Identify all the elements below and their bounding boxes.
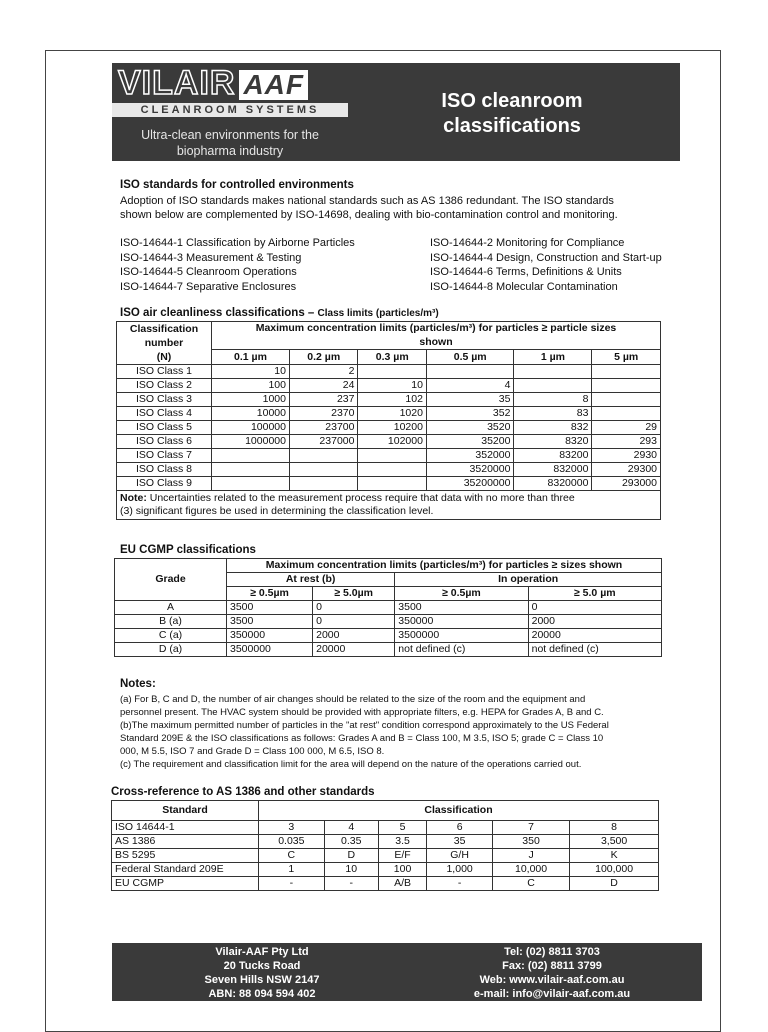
table-row	[115, 615, 662, 629]
iso-size-header: 0.2 µm	[289, 350, 357, 365]
logo-vilair: VILAIR	[118, 64, 236, 102]
iso-class-name: ISO Class 5	[117, 421, 212, 435]
eu-cell-value: 3500000	[227, 643, 313, 657]
footer-company: Vilair-AAF Pty Ltd	[215, 946, 309, 958]
eu-head-operation: In operation	[395, 573, 662, 587]
eu-cell-value: 350000	[227, 629, 313, 643]
iso-class-name: ISO Class 9	[117, 477, 212, 491]
eu-head-rest: At rest (b)	[227, 573, 395, 587]
iso-classification-table	[116, 321, 661, 520]
eu-cell-value: 0	[528, 601, 661, 615]
cross-cell-value: 8	[570, 821, 659, 835]
cross-cell-value: 1	[259, 863, 325, 877]
standard-item: ISO-14644-6 Terms, Definitions & Units	[430, 266, 622, 278]
cross-cell-value: 6	[427, 821, 493, 835]
iso-cell-value: 2	[289, 365, 357, 379]
iso-head-class-line-3: (N)	[156, 351, 172, 363]
table-row	[112, 835, 659, 849]
iso-cell-value: 8320000	[514, 477, 592, 491]
eu-cell-value: 20000	[528, 629, 661, 643]
standard-item: ISO-14644-3 Measurement & Testing	[120, 251, 302, 264]
iso-size-header: 0.1 µm	[212, 350, 290, 365]
iso-table-title-main: ISO air cleanliness classifications –	[120, 307, 318, 319]
iso-cell-value	[358, 477, 426, 491]
iso-cell-value	[358, 449, 426, 463]
cross-table-title: Cross-reference to AS 1386 and other standards	[111, 786, 375, 798]
notes-line: Standard 209E & the ISO classifications as follows: Grades A and B = Class 100, M 3.5, ISO 5; grade C = Class 10	[120, 733, 604, 744]
iso-cell-value: 293000	[592, 477, 661, 491]
logo-aaf: AAF	[239, 70, 308, 100]
cross-cell-value: 7	[492, 821, 569, 835]
cross-cell-value: 10	[324, 863, 378, 877]
cross-cell-value: 0.35	[324, 835, 378, 849]
cross-reference-table	[111, 800, 659, 891]
eu-grade: C (a)	[115, 629, 227, 643]
intro-title: ISO standards for controlled environments	[120, 179, 354, 191]
iso-cell-value	[212, 449, 290, 463]
iso-head-class-line-1: Classification	[129, 323, 199, 335]
iso-cell-value: 237000	[289, 435, 357, 449]
notes-line: 000, M 5.5, ISO 7 and Grade D = Class 100 000, M 6.5, ISO 8.	[120, 746, 385, 757]
eu-cell-value: 3500	[227, 601, 313, 615]
iso-table-title-small: Class limits (particles/m³)	[317, 308, 439, 319]
standards-list-right	[430, 236, 662, 294]
iso-cell-value: 35200000	[426, 477, 513, 491]
footer-web: Web: www.vilair-aaf.com.au	[479, 974, 625, 986]
cross-cell-value: C	[492, 877, 569, 891]
notes-body	[120, 693, 700, 771]
logo-tagline-line-1: Ultra-clean environments for the	[141, 128, 319, 142]
cross-standard-name: Federal Standard 209E	[112, 863, 259, 877]
iso-table-note	[117, 491, 661, 520]
iso-head-max: Maximum concentration limits (particles/m³) for particles ≥ particle sizes	[212, 322, 661, 336]
iso-cell-value: 352	[426, 407, 513, 421]
iso-cell-value: 29300	[592, 463, 661, 477]
eu-cgmp-table	[114, 558, 662, 657]
cross-cell-value: E/F	[378, 849, 426, 863]
cross-standard-name: ISO 14644-1	[112, 821, 259, 835]
iso-class-name: ISO Class 1	[117, 365, 212, 379]
footer-contact	[452, 945, 652, 1001]
iso-cell-value: 23700	[289, 421, 357, 435]
cross-cell-value: K	[570, 849, 659, 863]
iso-class-name: ISO Class 2	[117, 379, 212, 393]
iso-cell-value	[358, 463, 426, 477]
eu-head-grade: Grade	[115, 559, 227, 601]
cross-cell-value: 3.5	[378, 835, 426, 849]
table-row	[117, 449, 661, 463]
eu-cell-value: 0	[313, 601, 395, 615]
footer-street: 20 Tucks Road	[223, 960, 301, 972]
iso-cell-value: 832	[514, 421, 592, 435]
iso-cell-value	[592, 379, 661, 393]
cross-cell-value: -	[427, 877, 493, 891]
cross-cell-value: 4	[324, 821, 378, 835]
iso-cell-value	[592, 365, 661, 379]
table-row	[115, 629, 662, 643]
notes-line: (c) The requirement and classification limit for the area will depend on the nature of the operations carried out.	[120, 759, 582, 770]
cross-cell-value: 3	[259, 821, 325, 835]
iso-cell-value: 24	[289, 379, 357, 393]
iso-head-class-line-2: number	[144, 337, 184, 349]
iso-class-name: ISO Class 3	[117, 393, 212, 407]
cross-cell-value: -	[259, 877, 325, 891]
eu-grade: B (a)	[115, 615, 227, 629]
notes-line: (a) For B, C and D, the number of air changes should be related to the size of the room and the equipment and	[120, 694, 586, 705]
cross-cell-value: J	[492, 849, 569, 863]
cross-cell-value: 0.035	[259, 835, 325, 849]
footer-suburb: Seven Hills NSW 2147	[204, 974, 320, 986]
cross-cell-value: 350	[492, 835, 569, 849]
iso-head-max-shown: shown	[212, 336, 661, 350]
table-row	[117, 421, 661, 435]
iso-cell-value: 35	[426, 393, 513, 407]
iso-cell-value: 35200	[426, 435, 513, 449]
eu-cell-value: 350000	[395, 615, 528, 629]
eu-cell-value: 2000	[313, 629, 395, 643]
cross-cell-value: D	[570, 877, 659, 891]
iso-cell-value: 8	[514, 393, 592, 407]
intro-text	[120, 194, 618, 222]
cross-standard-name: BS 5295	[112, 849, 259, 863]
iso-cell-value: 102000	[358, 435, 426, 449]
cross-cell-value: 3,500	[570, 835, 659, 849]
iso-cell-value	[426, 365, 513, 379]
cross-cell-value: 5	[378, 821, 426, 835]
iso-cell-value: 4	[426, 379, 513, 393]
table-row	[117, 435, 661, 449]
footer-email: e-mail: info@vilair-aaf.com.au	[473, 988, 631, 1000]
standards-list-left	[120, 236, 355, 294]
iso-size-header: 0.3 µm	[358, 350, 426, 365]
iso-cell-value	[289, 477, 357, 491]
iso-cell-value: 83	[514, 407, 592, 421]
footer-fax: Fax: (02) 8811 3799	[502, 960, 602, 972]
cross-cell-value: 10,000	[492, 863, 569, 877]
table-row	[112, 849, 659, 863]
iso-cell-value	[592, 407, 661, 421]
cross-cell-value: D	[324, 849, 378, 863]
cross-cell-value: 100,000	[570, 863, 659, 877]
iso-cell-value: 83200	[514, 449, 592, 463]
intro-text-line-1: Adoption of ISO standards makes national standards such as AS 1386 redundant. The ISO standards	[120, 195, 614, 207]
logo-wordmark	[118, 65, 308, 101]
iso-head-classification	[117, 322, 212, 365]
iso-class-name: ISO Class 7	[117, 449, 212, 463]
eu-size-header: ≥ 5.0 µm	[528, 587, 661, 601]
iso-cell-value	[592, 393, 661, 407]
iso-cell-value: 3520	[426, 421, 513, 435]
eu-head-max: Maximum concentration limits (particles/m³) for particles ≥ sizes shown	[227, 559, 662, 573]
iso-cell-value	[212, 477, 290, 491]
table-row	[117, 393, 661, 407]
notes-title: Notes:	[120, 678, 156, 690]
iso-cell-value: 10	[212, 365, 290, 379]
eu-cell-value: 3500	[395, 601, 528, 615]
standard-item: ISO-14644-4 Design, Construction and Start-up	[430, 251, 662, 264]
cross-head-classification: Classification	[259, 801, 659, 821]
eu-cell-value: 3500000	[395, 629, 528, 643]
iso-table-title	[120, 307, 439, 319]
table-row	[117, 463, 661, 477]
iso-cell-value	[358, 365, 426, 379]
iso-cell-value: 10000	[212, 407, 290, 421]
iso-cell-value	[212, 463, 290, 477]
iso-cell-value: 2930	[592, 449, 661, 463]
eu-cell-value: 20000	[313, 643, 395, 657]
iso-note-line-1: Uncertainties related to the measurement process require that data with no more than three	[146, 492, 575, 504]
iso-cell-value: 8320	[514, 435, 592, 449]
iso-note-label: Note:	[120, 492, 147, 504]
iso-class-name: ISO Class 8	[117, 463, 212, 477]
cross-standard-name: EU CGMP	[112, 877, 259, 891]
table-row	[112, 877, 659, 891]
iso-cell-value: 832000	[514, 463, 592, 477]
iso-cell-value: 102	[358, 393, 426, 407]
iso-cell-value: 1000	[212, 393, 290, 407]
table-row	[112, 863, 659, 877]
page-title	[382, 89, 642, 139]
logo-tagline	[112, 127, 348, 159]
iso-cell-value	[514, 379, 592, 393]
eu-cell-value: 2000	[528, 615, 661, 629]
eu-cell-value: not defined (c)	[395, 643, 528, 657]
iso-class-name: ISO Class 4	[117, 407, 212, 421]
eu-grade: A	[115, 601, 227, 615]
iso-cell-value	[289, 463, 357, 477]
iso-cell-value	[514, 365, 592, 379]
eu-table-title: EU CGMP classifications	[120, 544, 256, 556]
iso-cell-value: 10200	[358, 421, 426, 435]
iso-cell-value	[289, 449, 357, 463]
page-title-line-1: ISO cleanroom	[441, 90, 583, 112]
iso-cell-value: 1000000	[212, 435, 290, 449]
cross-cell-value: 1,000	[427, 863, 493, 877]
notes-line: (b)The maximum permitted number of particles in the "at rest" condition correspond approximately to the US Federal	[120, 720, 609, 731]
cross-head-standard: Standard	[112, 801, 259, 821]
cross-cell-value: 35	[427, 835, 493, 849]
table-row	[117, 477, 661, 491]
iso-cell-value: 29	[592, 421, 661, 435]
iso-cell-value: 237	[289, 393, 357, 407]
intro-text-line-2: shown below are complemented by ISO-14698, dealing with bio-contamination control and monitoring.	[120, 209, 618, 221]
header-banner	[112, 63, 680, 161]
iso-size-header: 1 µm	[514, 350, 592, 365]
iso-cell-value: 10	[358, 379, 426, 393]
eu-size-header: ≥ 5.0µm	[313, 587, 395, 601]
table-row	[115, 643, 662, 657]
footer-banner	[112, 943, 702, 1001]
notes-line: personnel present. The HVAC system should be provided with appropriate filters, e.g. HEPA for Grades A, B and C.	[120, 707, 604, 718]
table-row	[117, 365, 661, 379]
iso-cell-value: 100000	[212, 421, 290, 435]
iso-cell-value: 100	[212, 379, 290, 393]
standard-item: ISO-14644-8 Molecular Contamination	[430, 280, 618, 293]
iso-size-header: 0.5 µm	[426, 350, 513, 365]
company-logo	[112, 63, 348, 161]
table-row	[115, 601, 662, 615]
table-row	[117, 407, 661, 421]
cross-cell-value: C	[259, 849, 325, 863]
iso-cell-value: 2370	[289, 407, 357, 421]
eu-size-header: ≥ 0.5µm	[395, 587, 528, 601]
cross-cell-value: -	[324, 877, 378, 891]
iso-size-header: 5 µm	[592, 350, 661, 365]
iso-cell-value: 3520000	[426, 463, 513, 477]
table-row	[112, 821, 659, 835]
standard-item: ISO-14644-2 Monitoring for Compliance	[430, 237, 625, 249]
standard-item: ISO-14644-5 Cleanroom Operations	[120, 266, 297, 278]
iso-note-line-2: (3) significant figures be used in determining the classification level.	[120, 505, 434, 517]
iso-cell-value: 293	[592, 435, 661, 449]
eu-cell-value: not defined (c)	[528, 643, 661, 657]
cross-cell-value: G/H	[427, 849, 493, 863]
logo-tagline-line-2: biopharma industry	[176, 144, 284, 158]
eu-cell-value: 0	[313, 615, 395, 629]
logo-strip: CLEANROOM SYSTEMS	[112, 103, 348, 117]
eu-size-header: ≥ 0.5µm	[227, 587, 313, 601]
footer-address	[192, 945, 332, 1001]
standard-item: ISO-14644-7 Separative Enclosures	[120, 280, 297, 293]
page-title-line-2: classifications	[443, 115, 581, 137]
cross-cell-value: 100	[378, 863, 426, 877]
iso-cell-value: 352000	[426, 449, 513, 463]
iso-class-name: ISO Class 6	[117, 435, 212, 449]
eu-cell-value: 3500	[227, 615, 313, 629]
table-row	[117, 379, 661, 393]
cross-cell-value: A/B	[378, 877, 426, 891]
eu-grade: D (a)	[115, 643, 227, 657]
cross-standard-name: AS 1386	[112, 835, 259, 849]
standard-item: ISO-14644-1 Classification by Airborne Particles	[120, 237, 355, 249]
footer-abn: ABN: 88 094 594 402	[208, 988, 316, 1000]
footer-tel: Tel: (02) 8811 3703	[504, 946, 600, 958]
iso-cell-value: 1020	[358, 407, 426, 421]
